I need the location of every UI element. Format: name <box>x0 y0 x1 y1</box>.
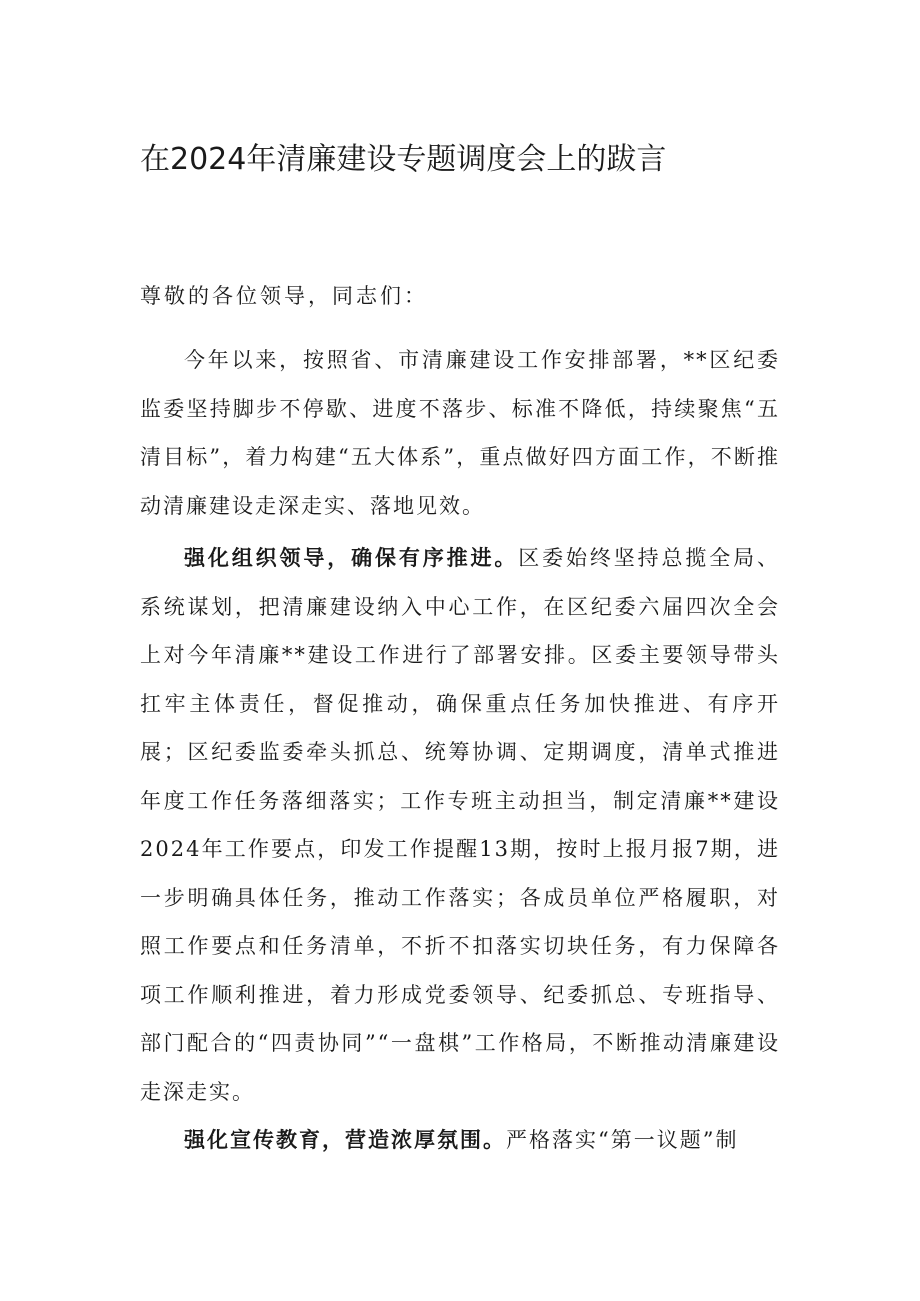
paragraph-text: 区委始终坚持总揽全局、系统谋划，把清廉建设纳入中心工作，在区纪委六届四次全会上对今年清廉**建设工作进行了部署安排。区委主要领导带头扛牢主体责任，督促推动，确保重点任务加快推进、有序开展；区纪委监委牵头抓总、统筹协调、定期调度，清单式推进年度工作任务落细落实；工作专班主动担当，制定清廉**建设2024年工作要点，印发工作提醒13期，按时上报月报7期，进一步明确具体任务，推动工作落实；各成员单位严格履职，对照工作要点和任务清单，不折不扣落实切块任务，有力保障各项工作顺利推进，着力形成党委领导、纪委抓总、专班指导、部门配合的“四责协同”“一盘棋”工作格局，不断推动清廉建设走深走实。 <box>140 546 780 1104</box>
paragraph-intro <box>140 336 780 530</box>
paragraph-text: 严格落实“第一议题”制 <box>506 1128 739 1152</box>
paragraph-lead: 强化组织领导，确保有序推进。 <box>184 545 519 570</box>
document-title: 在2024年清廉建设专题调度会上的跋言 <box>140 142 667 177</box>
paragraph-text: 今年以来，按照省、市清廉建设工作安排部署，**区纪委监委坚持脚步不停歇、进度不落步、标准不降低，持续聚焦“五清目标”，着力构建“五大体系”，重点做好四方面工作，不断推动清廉建设走深走实、落地见效。 <box>140 348 780 518</box>
paragraph-organization <box>140 534 780 1116</box>
salutation: 尊敬的各位领导，同志们： <box>140 284 428 308</box>
paragraph-lead: 强化宣传教育，营造浓厚氛围。 <box>184 1127 506 1152</box>
paragraph-publicity <box>140 1116 780 1165</box>
